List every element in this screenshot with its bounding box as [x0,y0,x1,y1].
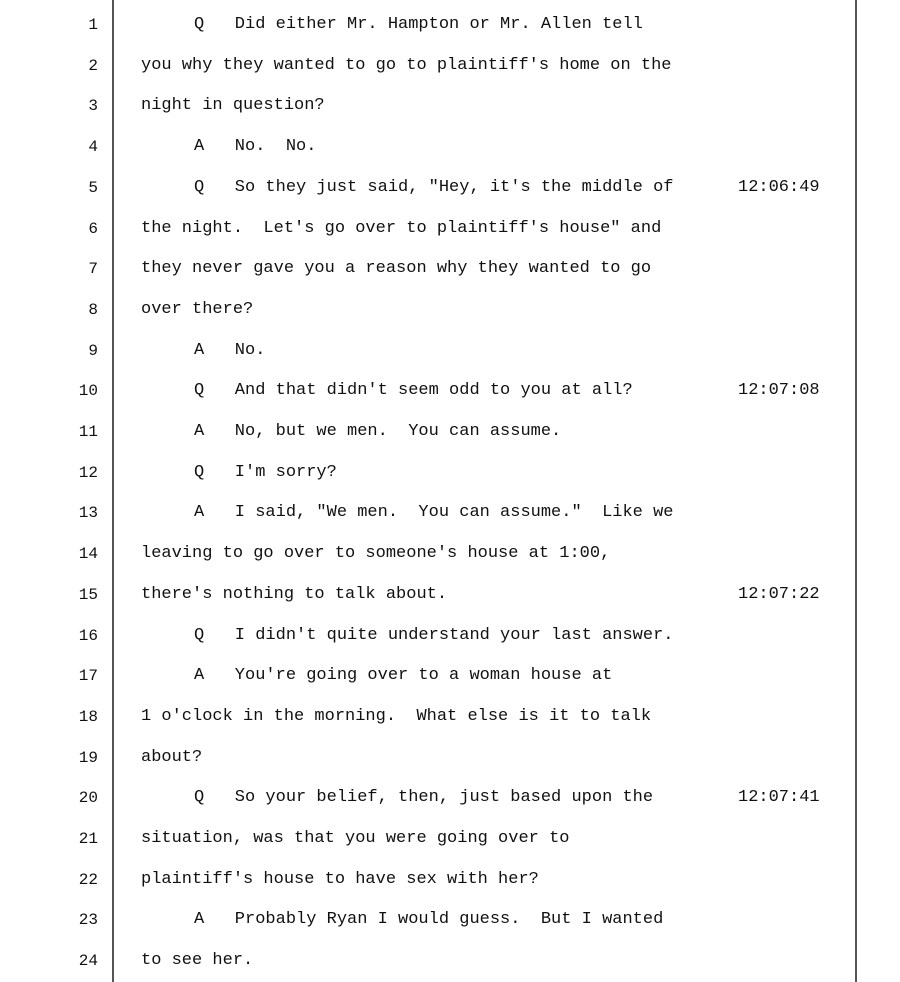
line-number: 16 [78,626,98,645]
line-text: Q Did either Mr. Hampton or Mr. Allen tell [194,15,643,34]
line-number: 21 [78,830,98,848]
line-number: 17 [78,667,98,686]
transcript-line [0,217,900,241]
line-number: 22 [78,870,98,889]
line-text: Q I'm sorry? [194,462,337,482]
line-text: you why they wanted to go to plaintiff's home on the [141,55,672,75]
transcript-line [0,827,900,851]
line-text: situation, was that you were going over to [141,829,570,848]
line-text: to see her. [141,951,254,971]
line-number: 5 [88,178,98,197]
transcript-line [0,786,900,810]
line-text: A Probably Ryan I would guess. But I wanted [194,910,664,930]
transcript-line [0,908,900,932]
line-number: 12 [78,463,98,482]
line-number: 7 [88,260,98,279]
line-text: they never gave you a reason why they wanted to go [141,259,652,279]
line-number: 14 [78,545,98,564]
transcript-line [0,705,900,729]
line-text: A You're going over to a woman house at [194,666,613,686]
transcript-line [0,298,900,322]
line-number: 8 [88,300,98,319]
line-number: 9 [88,341,98,360]
line-text: Q And that didn't seem odd to you at all? [194,381,633,401]
line-text: Q So your belief, then, just based upon the [194,788,654,808]
transcript-line [0,13,900,37]
line-text: A I said, "We men. You can assume." Like we [194,503,674,523]
line-text: leaving to go over to someone's house at 1:00, [141,544,611,564]
line-text: about? [141,747,203,767]
transcript-line [0,379,900,403]
line-text: Q I didn't quite understand your last answer. [194,625,674,645]
line-number: 19 [78,748,98,767]
transcript-line [0,868,900,892]
timestamp: 12:07:41 [738,788,820,808]
line-number: 10 [78,382,98,401]
line-number: 13 [78,504,98,523]
line-text: over there? [141,299,254,319]
line-number: 18 [78,707,98,726]
line-number: 4 [88,138,98,157]
transcript-line [0,257,900,281]
line-number: 11 [78,423,98,441]
timestamp: 12:07:22 [738,584,820,604]
line-number: 20 [78,789,98,808]
transcript-line [0,54,900,78]
line-text: A No. No. [194,137,317,157]
transcript-line [0,501,900,525]
transcript-line [0,339,900,363]
transcript-line [0,949,900,973]
transcript-line [0,135,900,159]
transcript-line [0,746,900,770]
line-number: 23 [78,911,98,930]
line-number: 2 [88,56,98,75]
line-text: the night. Let's go over to plaintiff's house" and [141,218,662,238]
transcript-line [0,664,900,688]
line-text: A No. [194,340,266,360]
line-number: 3 [88,97,98,116]
line-text: there's nothing to talk about. [141,584,448,604]
timestamp: 12:06:49 [738,177,820,197]
timestamp: 12:07:08 [738,381,820,401]
line-number: 6 [88,219,98,238]
transcript-line [0,176,900,200]
transcript-line [0,420,900,444]
transcript-line [0,583,900,607]
line-number: 1 [88,16,98,34]
line-number: 15 [78,585,98,604]
line-text: night in question? [141,96,325,116]
line-text: plaintiff's house to have sex with her? [141,869,539,889]
transcript-line [0,461,900,485]
transcript-line [0,94,900,118]
line-number: 24 [78,952,98,971]
line-text: Q So they just said, "Hey, it's the middle of [194,177,674,197]
transcript-line [0,542,900,566]
transcript-line [0,624,900,648]
line-text: A No, but we men. You can assume. [194,422,562,441]
line-text: 1 o'clock in the morning. What else is it to talk [141,706,652,726]
